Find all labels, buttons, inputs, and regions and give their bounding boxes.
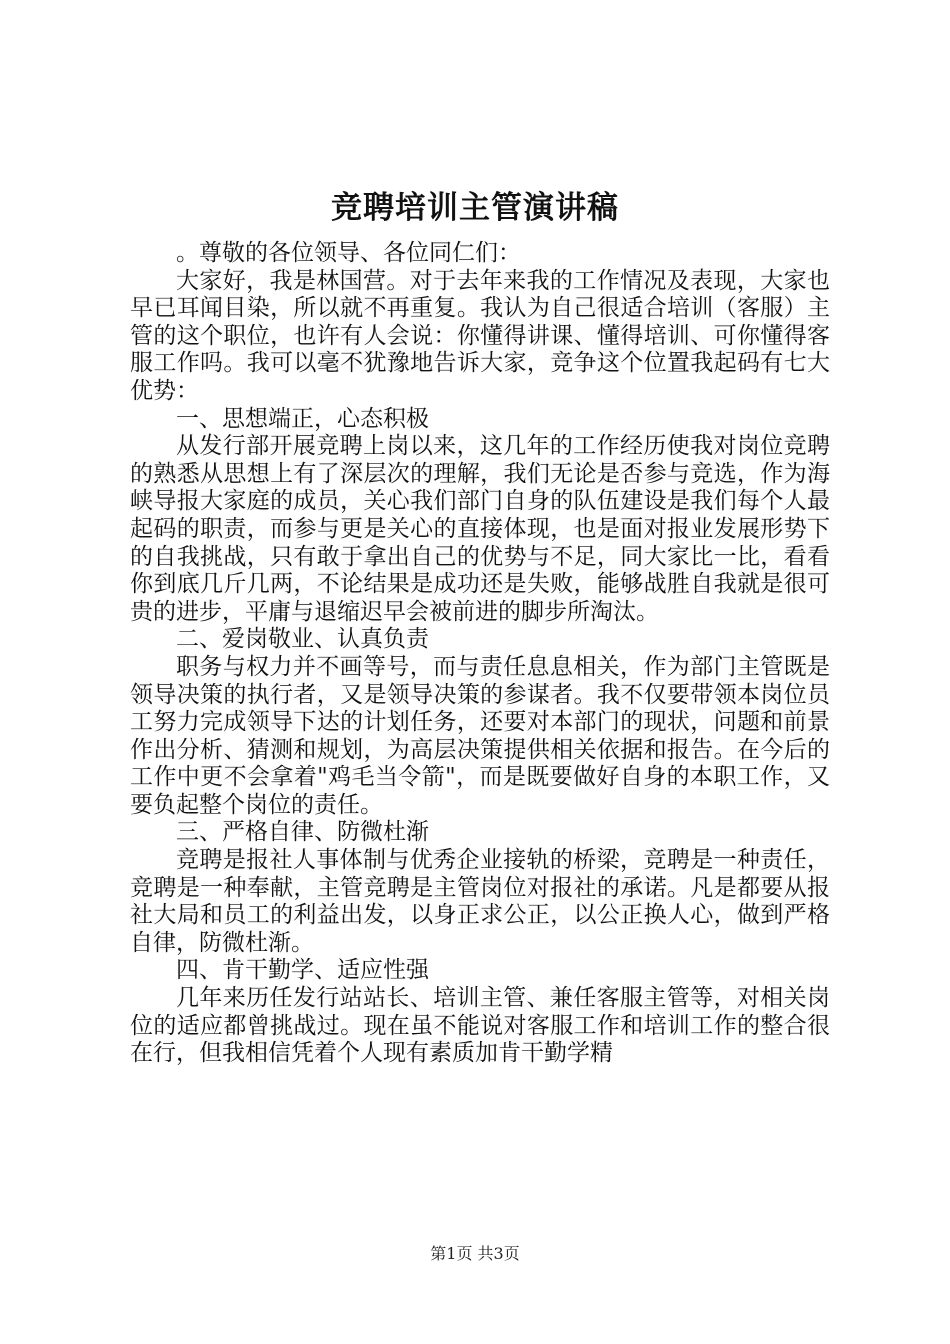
section-heading-1: 一、思想端正，心态积极	[176, 405, 429, 432]
section-heading-4: 四、肯干勤学、适应性强	[176, 957, 429, 984]
salutation-paragraph: 。尊敬的各位领导、各位同仁们：	[176, 240, 521, 266]
section-paragraph-1: 从发行部开展竞聘上岗以来，这几年的工作经历使我对岗位竞聘的熟悉从思想上有了深层次的理解，我们无论是否参与竞选，作为海峡导报大家庭的成员，关心我们部门自身的队伍建设是我们每个人最起码的职责，而参与更是关心的直接体现，也是面对报业发展形势下的自我挑战，只有敢于拿出自己的优势与不足，同大家比一比，看看你到底几斤几两，不论结果是成功还是失败，能够战胜自我就是很可贵的进步，平庸与退缩迟早会被前进的脚步所淘汰。	[130, 433, 830, 625]
section-paragraph-2: 职务与权力并不画等号，而与责任息息相关，作为部门主管既是领导决策的执行者，又是领导决策的参谋者。我不仅要带领本岗位员工努力完成领导下达的计划任务，还要对本部门的现状，问题和前景作出分析、猜测和规划，为高层决策提供相关依据和报告。在今后的工作中更不会拿着"鸡毛当令箭"，而是既要做好自身的本职工作，又要负起整个岗位的责任。	[130, 653, 830, 818]
section-heading-3: 三、严格自律、防微杜渐	[176, 819, 429, 846]
document-body	[130, 240, 830, 1068]
page-footer	[0, 1243, 950, 1265]
intro-paragraph: 大家好，我是林国营。对于去年来我的工作情况及表现，大家也早已耳闻目染，所以就不再重复。我认为自己很适合培训（客服）主管的这个职位，也许有人会说：你懂得讲课、懂得培训、可你懂得客服工作吗。我可以毫不犹豫地告诉大家，竞争这个位置我起码有七大优势：	[130, 267, 830, 404]
section-heading-2: 二、爱岗敬业、认真负责	[176, 626, 429, 653]
section-paragraph-4: 几年来历任发行站站长、培训主管、兼任客服主管等，对相关岗位的适应都曾挑战过。现在虽不能说对客服工作和培训工作的整合很在行，但我相信凭着个人现有素质加肯干勤学精	[130, 985, 830, 1067]
document-title: 竞聘培训主管演讲稿	[331, 190, 619, 226]
page-number: 第1页 共3页	[430, 1244, 520, 1263]
section-paragraph-3: 竞聘是报社人事体制与优秀企业接轨的桥梁，竞聘是一种责任，竞聘是一种奉献，主管竞聘是主管岗位对报社的承诺。凡是都要从报社大局和员工的利益出发，以身正求公正，以公正换人心，做到严格自律，防微杜渐。	[130, 847, 830, 956]
